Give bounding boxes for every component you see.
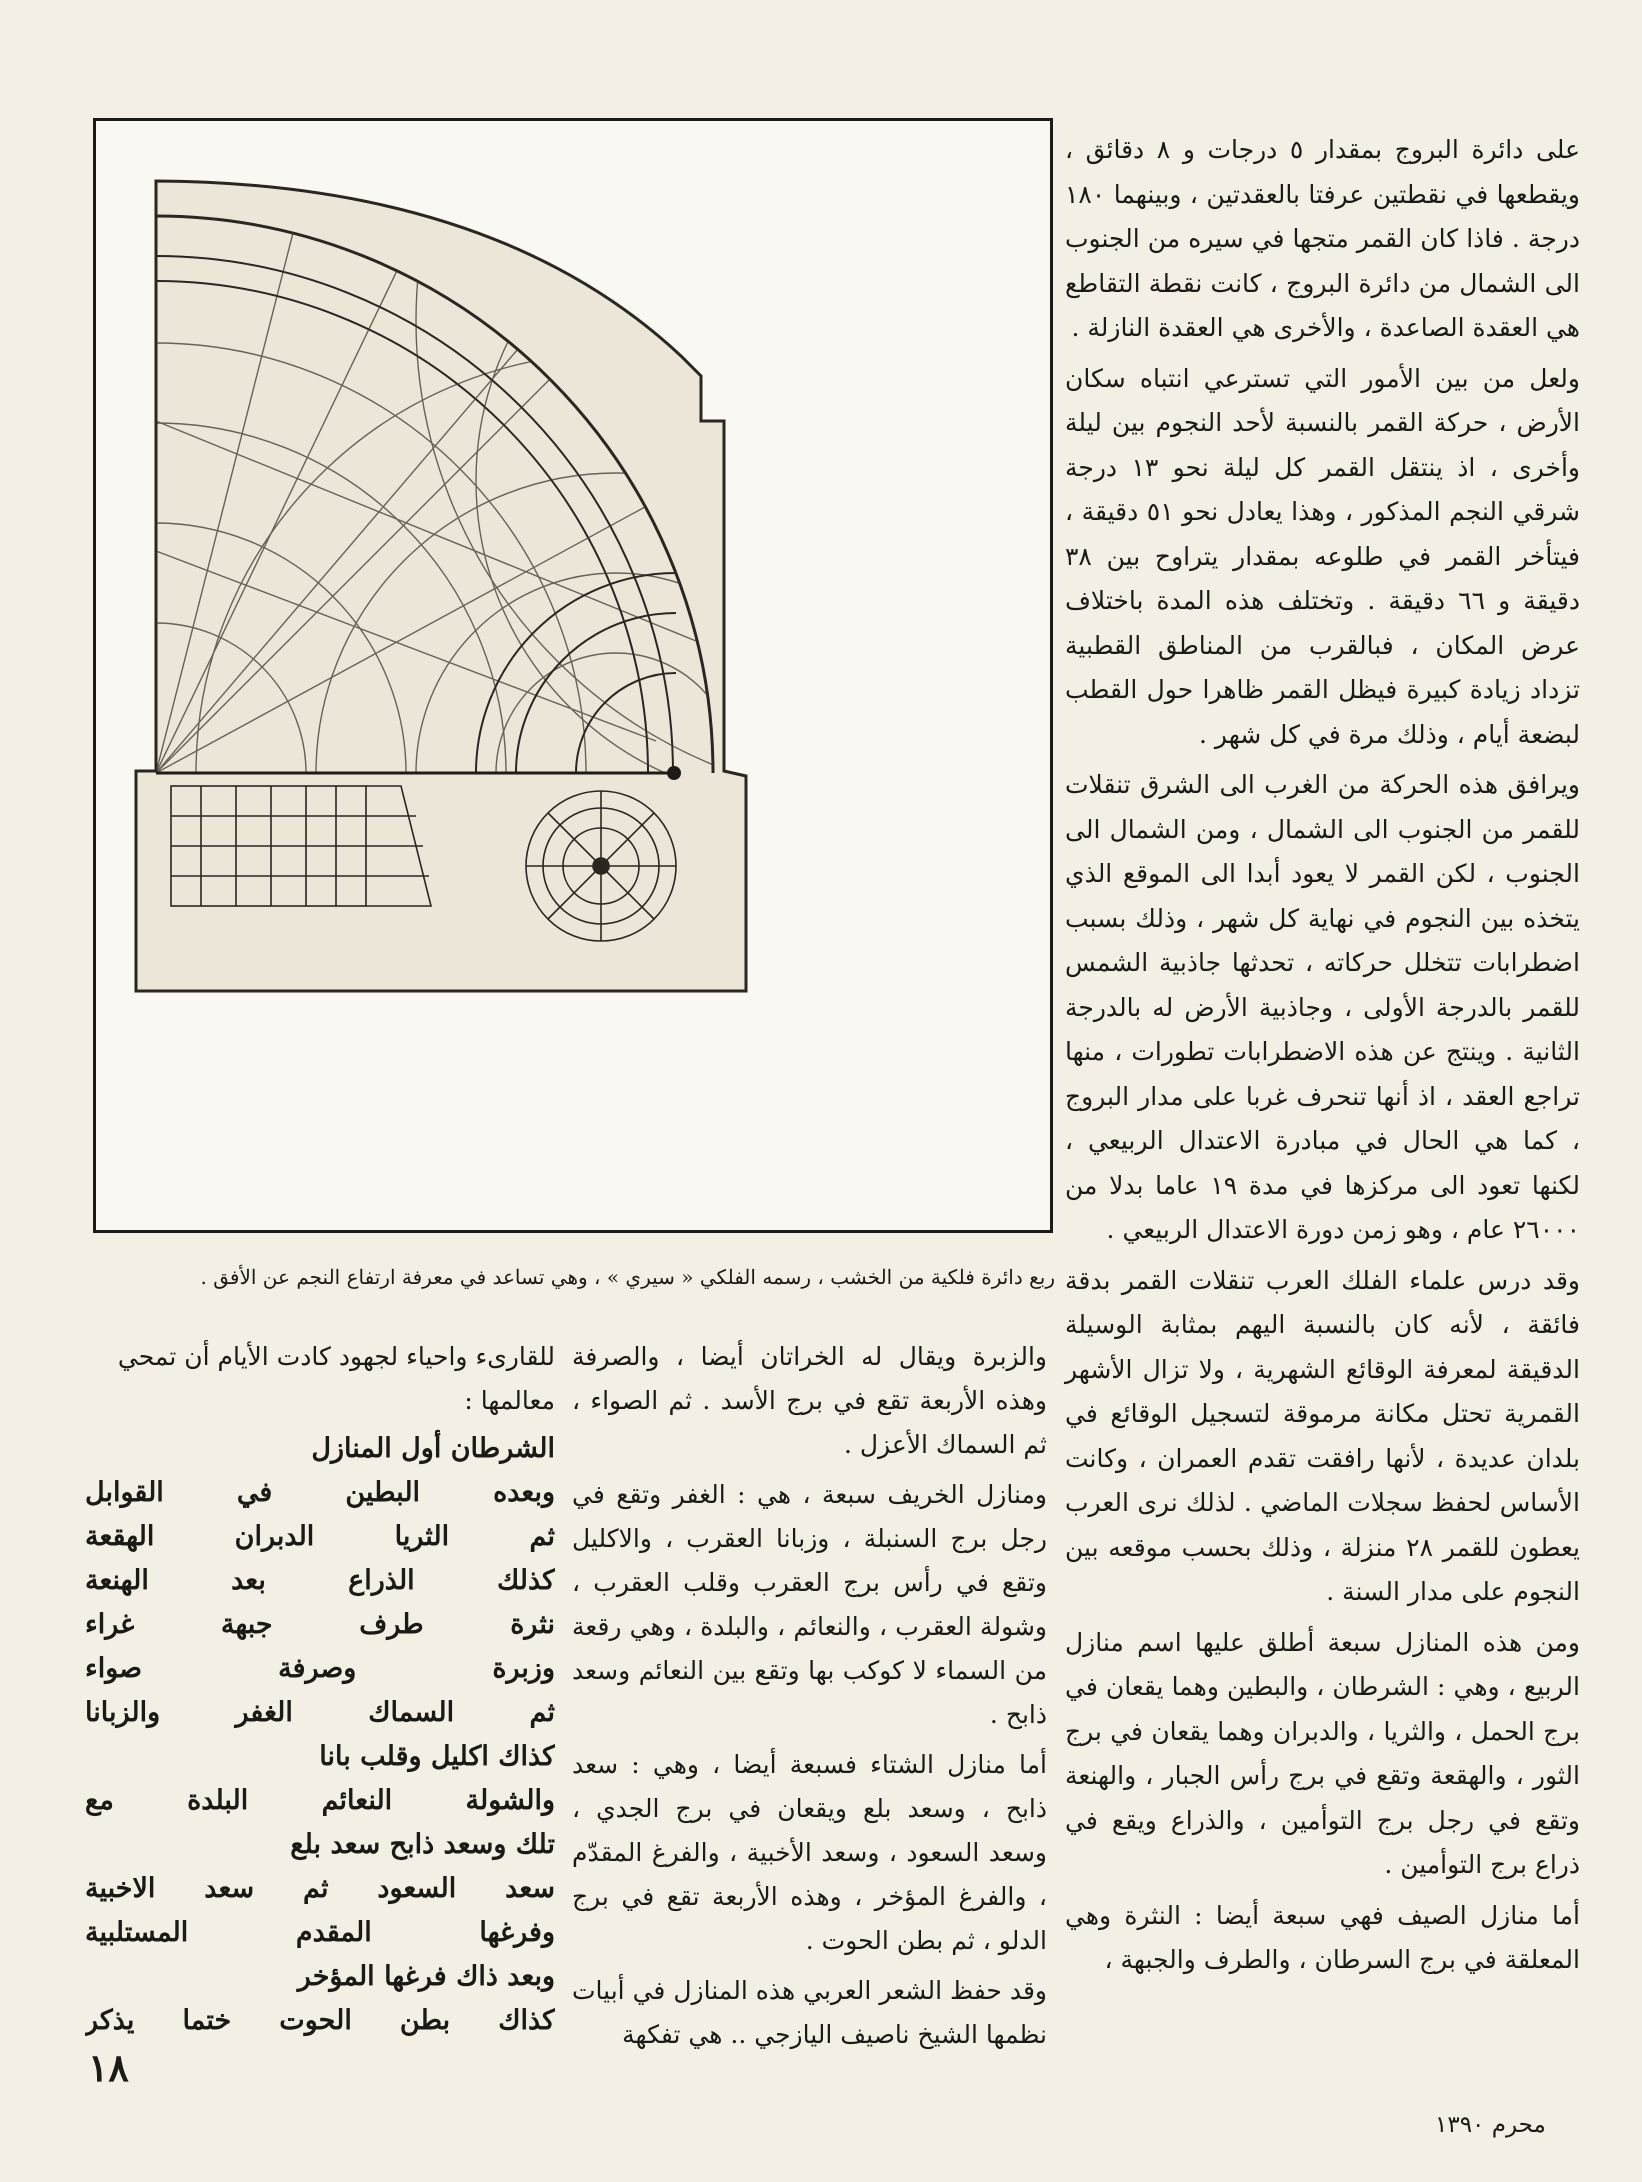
poem-verse: كذاك اكليل وقلب بانا: [319, 1741, 555, 1772]
paragraph: ولعل من بين الأمور التي تسترعي انتباه سكان الأرض ، حركة القمر بالنسبة لأحد النجوم بين ليلة وأخرى ، اذ ينتقل القمر كل ليلة نحو ١٣ درجة شرقي النجم المذكور ، وهذا يعادل نحو ٥١ دقيقة ، فيتأخر القمر في طلوعه بمقدار يتراوح بين ٣٨ دقيقة و ٦٦ دقيقة . وتختلف هذه المدة باختلاف عرض المكان ، فبالقرب من المناطق القطبية تزداد زيادة كبيرة فيظل القمر ظاهرا حول القطب لبضعة أيام ، وذلك مرة في كل شهر .: [1065, 363, 1581, 749]
paragraph: أما منازل الصيف فهي سبعة أيضا : النثرة وهي المعلقة في برج السرطان ، والطرف والجبهة ،: [1065, 1900, 1580, 1974]
poem-verse: تلك وسعد ذابح سعد بلع: [290, 1829, 555, 1860]
poem-verse: وزبرة وصرفة صواء: [85, 1653, 555, 1684]
paragraph: ويرافق هذه الحركة من الغرب الى الشرق تنقلات للقمر من الجنوب الى الشمال ، ومن الشمال الى الجنوب ، لكن القمر لا يعود أبدا الى الموقع الذي يتخذه بين النجوم في نهاية كل شهر ، وذلك بسبب اضطرابات تتخلل حركاته ، تحدثها جاذبية الشمس للقمر بالدرجة الأولى ، وجاذبية الأرض له بالدرجة الثانية . وينتج عن هذه الاضطرابات تطورات ، منها تراجع العقد ، اذ أنها تنحرف غربا على مدار البروج ، كما هي الحال في مبادرة الاعتدال الربيعي ، لكنها تعود الى مركزها في مدة ١٩ عاما بدلا من ٢٦٠٠٠ عام ، وهو زمن دورة الاعتدال الربيعي .: [1065, 770, 1580, 1244]
left-column-poem: [85, 1335, 555, 2043]
poem-verse: وبعد ذاك فرغها المؤخر: [297, 1961, 555, 1992]
quadrant-photo: [93, 118, 1053, 1233]
right-column-text: [1065, 128, 1580, 1989]
paragraph: وقد حفظ الشعر العربي هذه المنازل في أبيات نظمها الشيخ ناصيف اليازجي .. هي تفكهة: [572, 1976, 1047, 2049]
quadrant-illustration: [96, 121, 1050, 1230]
issue-date: محرم ١٣٩٠: [1435, 2112, 1546, 2138]
poem-verse: ثم السماك الغفر والزبانا: [85, 1697, 555, 1728]
poem-verse: وفرغها المقدم المستلبية: [85, 1917, 555, 1948]
page-number: ١٨: [88, 2045, 129, 2090]
middle-column-text: [572, 1335, 1047, 2063]
poem-verse: ثم الثريا الدبران الهقعة: [85, 1521, 555, 1552]
poem-verse: والشولة النعائم البلدة مع: [85, 1785, 555, 1816]
paragraph: والزبرة ويقال له الخراتان أيضا ، والصرفة وهذه الأربعة تقع في برج الأسد . ثم الصواء ، ثم السماك الأعزل .: [572, 1342, 1047, 1459]
paragraph: أما منازل الشتاء فسبعة أيضا ، وهي : سعد ذابح ، وسعد بلع ويقعان في برج الجدي ، وسعد السعود ، وسعد الأخبية ، والفرغ المقدّم ، والفرغ المؤخر ، وهذه الأربعة تقع في برج الدلو ، ثم بطن الحوت .: [572, 1750, 1047, 1955]
poem-verse: نثرة طرف جبهة غراء: [85, 1609, 555, 1640]
paragraph: ومن هذه المنازل سبعة أطلق عليها اسم منازل الربيع ، وهي : الشرطان ، والبطين وهما يقعان في برج الحمل ، والثريا ، والدبران وهما يقعان في برج الثور ، والهقعة وتقع في برج رأس الجبار ، والهنعة وتقع في رجل برج التوأمين ، والذراع ويقع في ذراع برج التوأمين .: [1065, 1627, 1580, 1879]
poem-verse: كذلك الذراع بعد الهنعة: [85, 1565, 555, 1596]
poem-verse: وبعده البطين في القوابل: [85, 1477, 555, 1508]
poem-verse: الشرطان أول المنازل: [311, 1433, 555, 1464]
paragraph: ومنازل الخريف سبعة ، هي : الغفر وتقع في رجل برج السنبلة ، وزبانا العقرب ، والاكليل وتقع في رأس برج العقرب وقلب العقرب ، وشولة العقرب ، والنعائم ، والبلدة ، وهي رقعة من السماء لا كوكب بها وتقع بين النعائم وسعد ذابح .: [572, 1480, 1047, 1729]
figure-caption: ربع دائرة فلكية من الخشب ، رسمه الفلكي « سيري » ، وهي تساعد في معرفة ارتفاع النجم عن الأفق .: [200, 1265, 1055, 1289]
paragraph: على دائرة البروج بمقدار ٥ درجات و ٨ دقائق ، ويقطعها في نقطتين عرفتا بالعقدتين ، وبينهما ١٨٠ درجة . فاذا كان القمر متجها في سيره من الجنوب الى الشمال من دائرة البروج ، كانت نقطة التقاطع هي العقدة الصاعدة ، والأخرى هي العقدة النازلة .: [1065, 135, 1580, 342]
paragraph: وقد درس علماء الفلك العرب تنقلات القمر بدقة فائقة ، لأنه كان بالنسبة اليهم بمثابة الوسيلة الدقيقة لمعرفة الوقائع الشهرية ، ولا تزال الأشهر القمرية تحتل مكانة مرموقة لتسجيل الوقائع في بلدان عديدة ، لأنها رافقت تقدم العمران ، وكانت الأساس لحفظ سجلات الماضي . لذلك نرى العرب يعطون للقمر ٢٨ منزلة ، وذلك بحسب موقعه بين النجوم على مدار السنة .: [1065, 1265, 1580, 1606]
poem-verse: كذاك بطن الحوت ختما يذكر: [85, 2005, 555, 2036]
poem-verse: سعد السعود ثم سعد الاخبية: [85, 1873, 555, 1904]
poem-intro: للقارىء واحياء لجهود كادت الأيام أن تمحي معالمها :: [117, 1342, 555, 1415]
